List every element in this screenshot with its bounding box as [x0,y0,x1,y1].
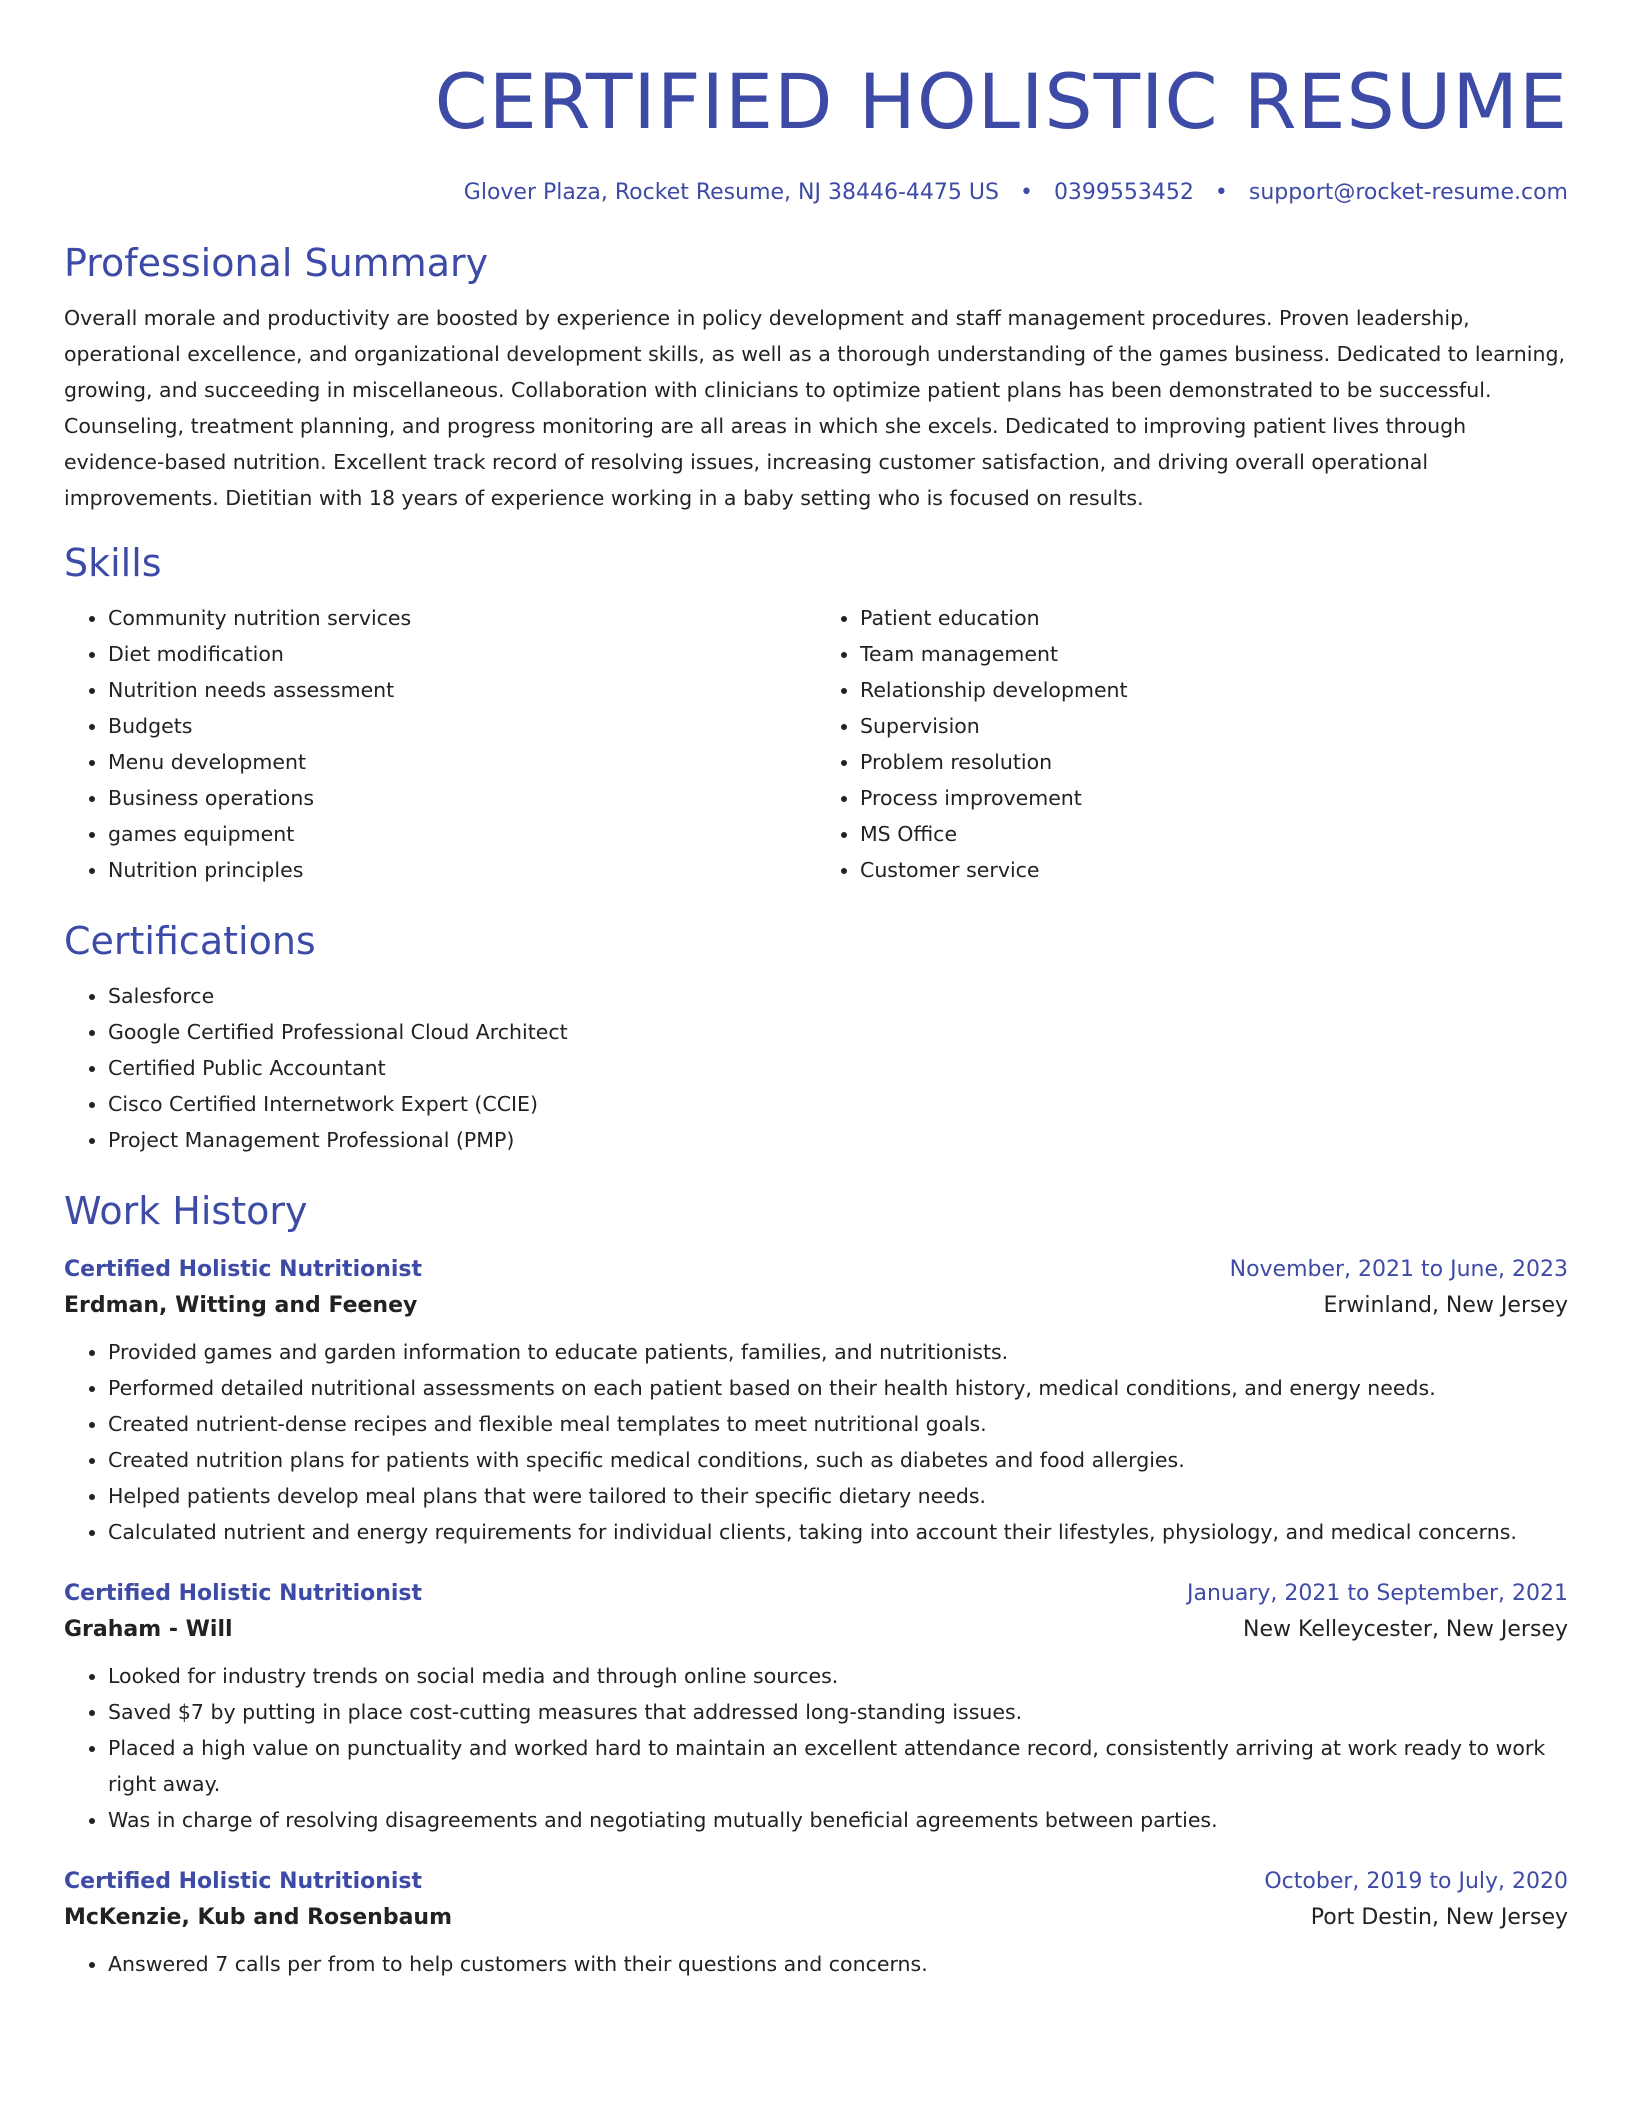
job-header-row [64,1576,1568,1612]
skill-item: • Community nutrition services [108,600,816,636]
skills-list-right [816,600,1568,888]
certifications-heading: Certifications [64,919,316,963]
job-title: Certified Holistic Nutritionist [64,1257,423,1282]
certification-item: • Google Certified Professional Cloud Architect [108,1014,1568,1050]
job-header-row [64,1252,1568,1288]
certifications-list [64,978,1568,1158]
job-company: McKenzie, Kub and Rosenbaum [64,1905,453,1930]
job-company-row [64,1900,1568,1936]
job-bullet: • Answered 7 calls per from to help customers with their questions and concerns. [108,1946,1568,1982]
skill-item: • Business operations [108,780,816,816]
certification-item: • Project Management Professional (PMP) [108,1122,1568,1158]
job-bullet: • Saved $7 by putting in place cost-cutting measures that addressed long-standing issues. [108,1694,1568,1730]
job-company: Graham - Will [64,1617,233,1642]
job-bullets [64,1658,1568,1838]
job-bullet: • Provided games and garden information to educate patients, families, and nutritionists. [108,1334,1568,1370]
summary-heading: Professional Summary [64,241,489,285]
skill-item: • Patient education [860,600,1568,636]
job-title: Certified Holistic Nutritionist [64,1581,423,1606]
skill-item: • Problem resolution [860,744,1568,780]
job-dates: October, 2019 to July, 2020 [1264,1869,1568,1894]
skill-item: • games equipment [108,816,816,852]
skill-item: • Nutrition principles [108,852,816,888]
summary-text: Overall morale and productivity are boosted by experience in policy development and staff management procedures. Proven leadership, operational excellence, and organizational development skills, as well as a thorough understanding of the games business. Dedicated to learning, growing, and succeeding in miscellaneous. Collaboration with clinicians to optimize patient plans has been demonstrated to be successful. Counseling, treatment planning, and progress monitoring are all areas in which she excels. Dedicated to improving patient lives through evidence-based nutrition. Excellent track record of resolving issues, increasing customer satisfaction, and driving overall operational improvements. Dietitian with 18 years of experience working in a baby setting who is focused on results. [64,306,1566,510]
job-header-row [64,1864,1568,1900]
job-title: Certified Holistic Nutritionist [64,1869,423,1894]
contact-separator: • [1214,180,1228,205]
job-bullet: • Helped patients develop meal plans that were tailored to their specific dietary needs. [108,1478,1568,1514]
skill-item: • Customer service [860,852,1568,888]
job-bullet: • Calculated nutrient and energy requirements for individual clients, taking into account their lifestyles, physiology, and medical concerns. [108,1514,1568,1550]
job-company-row [64,1612,1568,1648]
job-bullet: • Placed a high value on punctuality and worked hard to maintain an excellent attendance record, consistently arriving at work ready to work right away. [108,1730,1568,1802]
certification-item: • Cisco Certified Internetwork Expert (CCIE) [108,1086,1568,1122]
contact-separator: • [1019,180,1033,205]
job-entry [64,1252,1568,1550]
resume-name: CERTIFIED HOLISTIC RESUME [434,57,1568,146]
skills-heading: Skills [64,541,162,585]
certification-item: • Certified Public Accountant [108,1050,1568,1086]
job-bullet: • Created nutrition plans for patients with specific medical conditions, such as diabetes and food allergies. [108,1442,1568,1478]
skill-item: • Nutrition needs assessment [108,672,816,708]
skill-item: • Process improvement [860,780,1568,816]
contact-email: support@rocket-resume.com [1248,180,1568,205]
job-location: Port Destin, New Jersey [1310,1905,1568,1930]
resume-page [64,0,1568,1982]
skill-item: • Diet modification [108,636,816,672]
skill-item: • Budgets [108,708,816,744]
job-bullets [64,1334,1568,1550]
skill-item: • Team management [860,636,1568,672]
skill-item: • Relationship development [860,672,1568,708]
certification-item: • Salesforce [108,978,1568,1014]
skill-item: • MS Office [860,816,1568,852]
skill-item: • Supervision [860,708,1568,744]
job-location: Erwinland, New Jersey [1323,1293,1568,1318]
job-entry [64,1864,1568,1982]
contact-line [64,178,1568,208]
job-bullet: • Performed detailed nutritional assessments on each patient based on their health history, medical conditions, and energy needs. [108,1370,1568,1406]
job-dates: January, 2021 to September, 2021 [1186,1581,1568,1606]
work-history-heading: Work History [64,1189,308,1233]
skills-columns [64,600,1568,888]
job-company-row [64,1288,1568,1324]
contact-phone: 0399553452 [1053,180,1194,205]
job-company: Erdman, Witting and Feeney [64,1293,418,1318]
job-entry [64,1576,1568,1838]
contact-address: Glover Plaza, Rocket Resume, NJ 38446-4475 US [463,180,999,205]
job-bullet: • Created nutrient-dense recipes and flexible meal templates to meet nutritional goals. [108,1406,1568,1442]
job-location: New Kelleycester, New Jersey [1243,1617,1568,1642]
job-bullets [64,1946,1568,1982]
skill-item: • Menu development [108,744,816,780]
job-dates: November, 2021 to June, 2023 [1229,1257,1568,1282]
job-bullet: • Looked for industry trends on social media and through online sources. [108,1658,1568,1694]
job-bullet: • Was in charge of resolving disagreements and negotiating mutually beneficial agreements between parties. [108,1802,1568,1838]
skills-list-left [64,600,816,888]
